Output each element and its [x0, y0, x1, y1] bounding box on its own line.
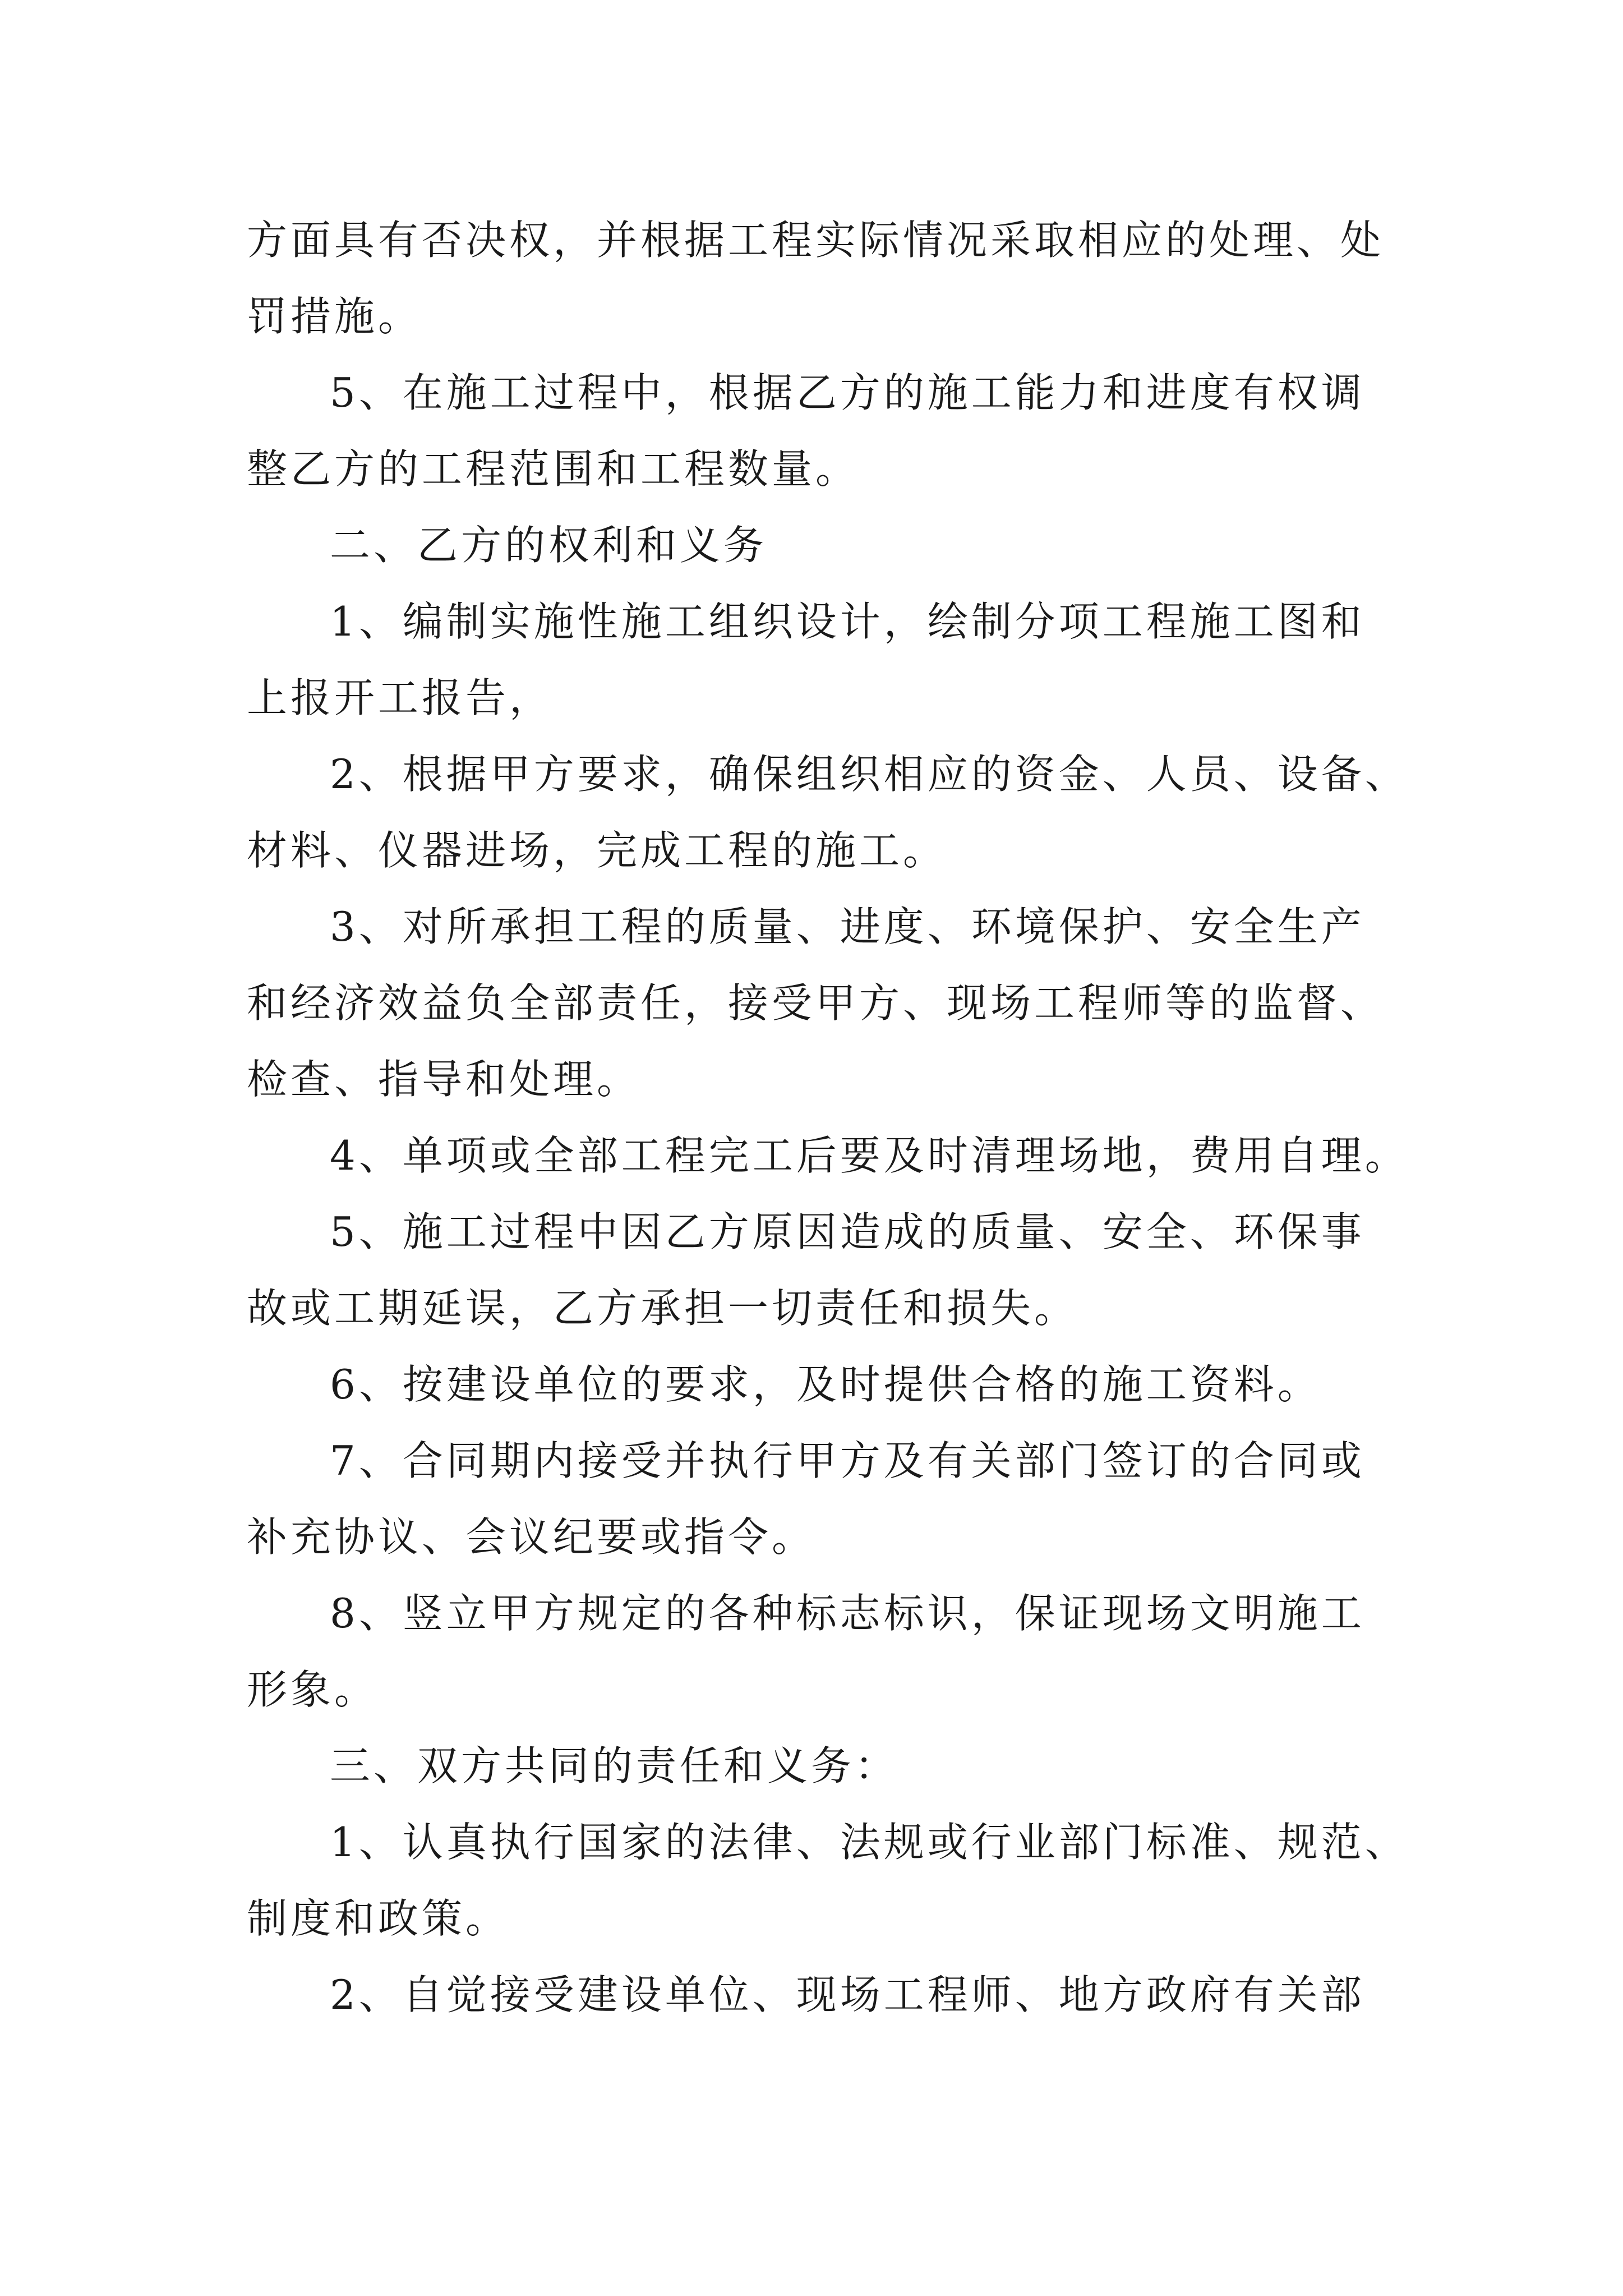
text-line: 制度和政策。	[247, 1895, 510, 1942]
text-line: 2、自觉接受建设单位、现场工程师、地方政府有关部	[330, 1971, 1365, 2018]
text-line: 和经济效益负全部责任，接受甲方、现场工程师等的监督、	[247, 979, 1385, 1027]
text-line: 形象。	[247, 1666, 379, 1713]
text-line: 罚措施。	[247, 293, 422, 340]
text-line: 5、在施工过程中，根据乙方的施工能力和进度有权调	[330, 369, 1365, 416]
section-heading: 三、双方共同的责任和义务：	[330, 1742, 899, 1789]
section-heading: 二、乙方的权利和义务	[330, 522, 768, 569]
text-line: 上报开工报告，	[247, 674, 554, 721]
text-line: 检查、指导和处理。	[247, 1056, 641, 1103]
text-line: 8、竖立甲方规定的各种标志标识，保证现场文明施工	[330, 1590, 1365, 1637]
text-line: 故或工期延误，乙方承担一切责任和损失。	[247, 1285, 1078, 1332]
text-line: 整乙方的工程范围和工程数量。	[247, 445, 860, 493]
text-line: 5、施工过程中因乙方原因造成的质量、安全、环保事	[330, 1208, 1365, 1255]
text-line: 方面具有否决权，并根据工程实际情况采取相应的处理、处	[247, 217, 1385, 264]
document-body	[247, 202, 1409, 2033]
text-line: 1、编制实施性施工组织设计，绘制分项工程施工图和	[330, 598, 1365, 645]
text-line: 1、认真执行国家的法律、法规或行业部门标准、规范、	[330, 1819, 1409, 1866]
text-line: 材料、仪器进场，完成工程的施工。	[247, 827, 947, 874]
text-line: 7、合同期内接受并执行甲方及有关部门签订的合同或	[330, 1437, 1365, 1484]
text-line: 3、对所承担工程的质量、进度、环境保护、安全生产	[330, 903, 1365, 950]
text-line: 补充协议、会议纪要或指令。	[247, 1513, 816, 1561]
text-line: 2、根据甲方要求，确保组织相应的资金、人员、设备、	[330, 751, 1409, 798]
text-line: 6、按建设单位的要求，及时提供合格的施工资料。	[330, 1361, 1321, 1408]
text-line: 4、单项或全部工程完工后要及时清理场地，费用自理。	[330, 1132, 1409, 1179]
